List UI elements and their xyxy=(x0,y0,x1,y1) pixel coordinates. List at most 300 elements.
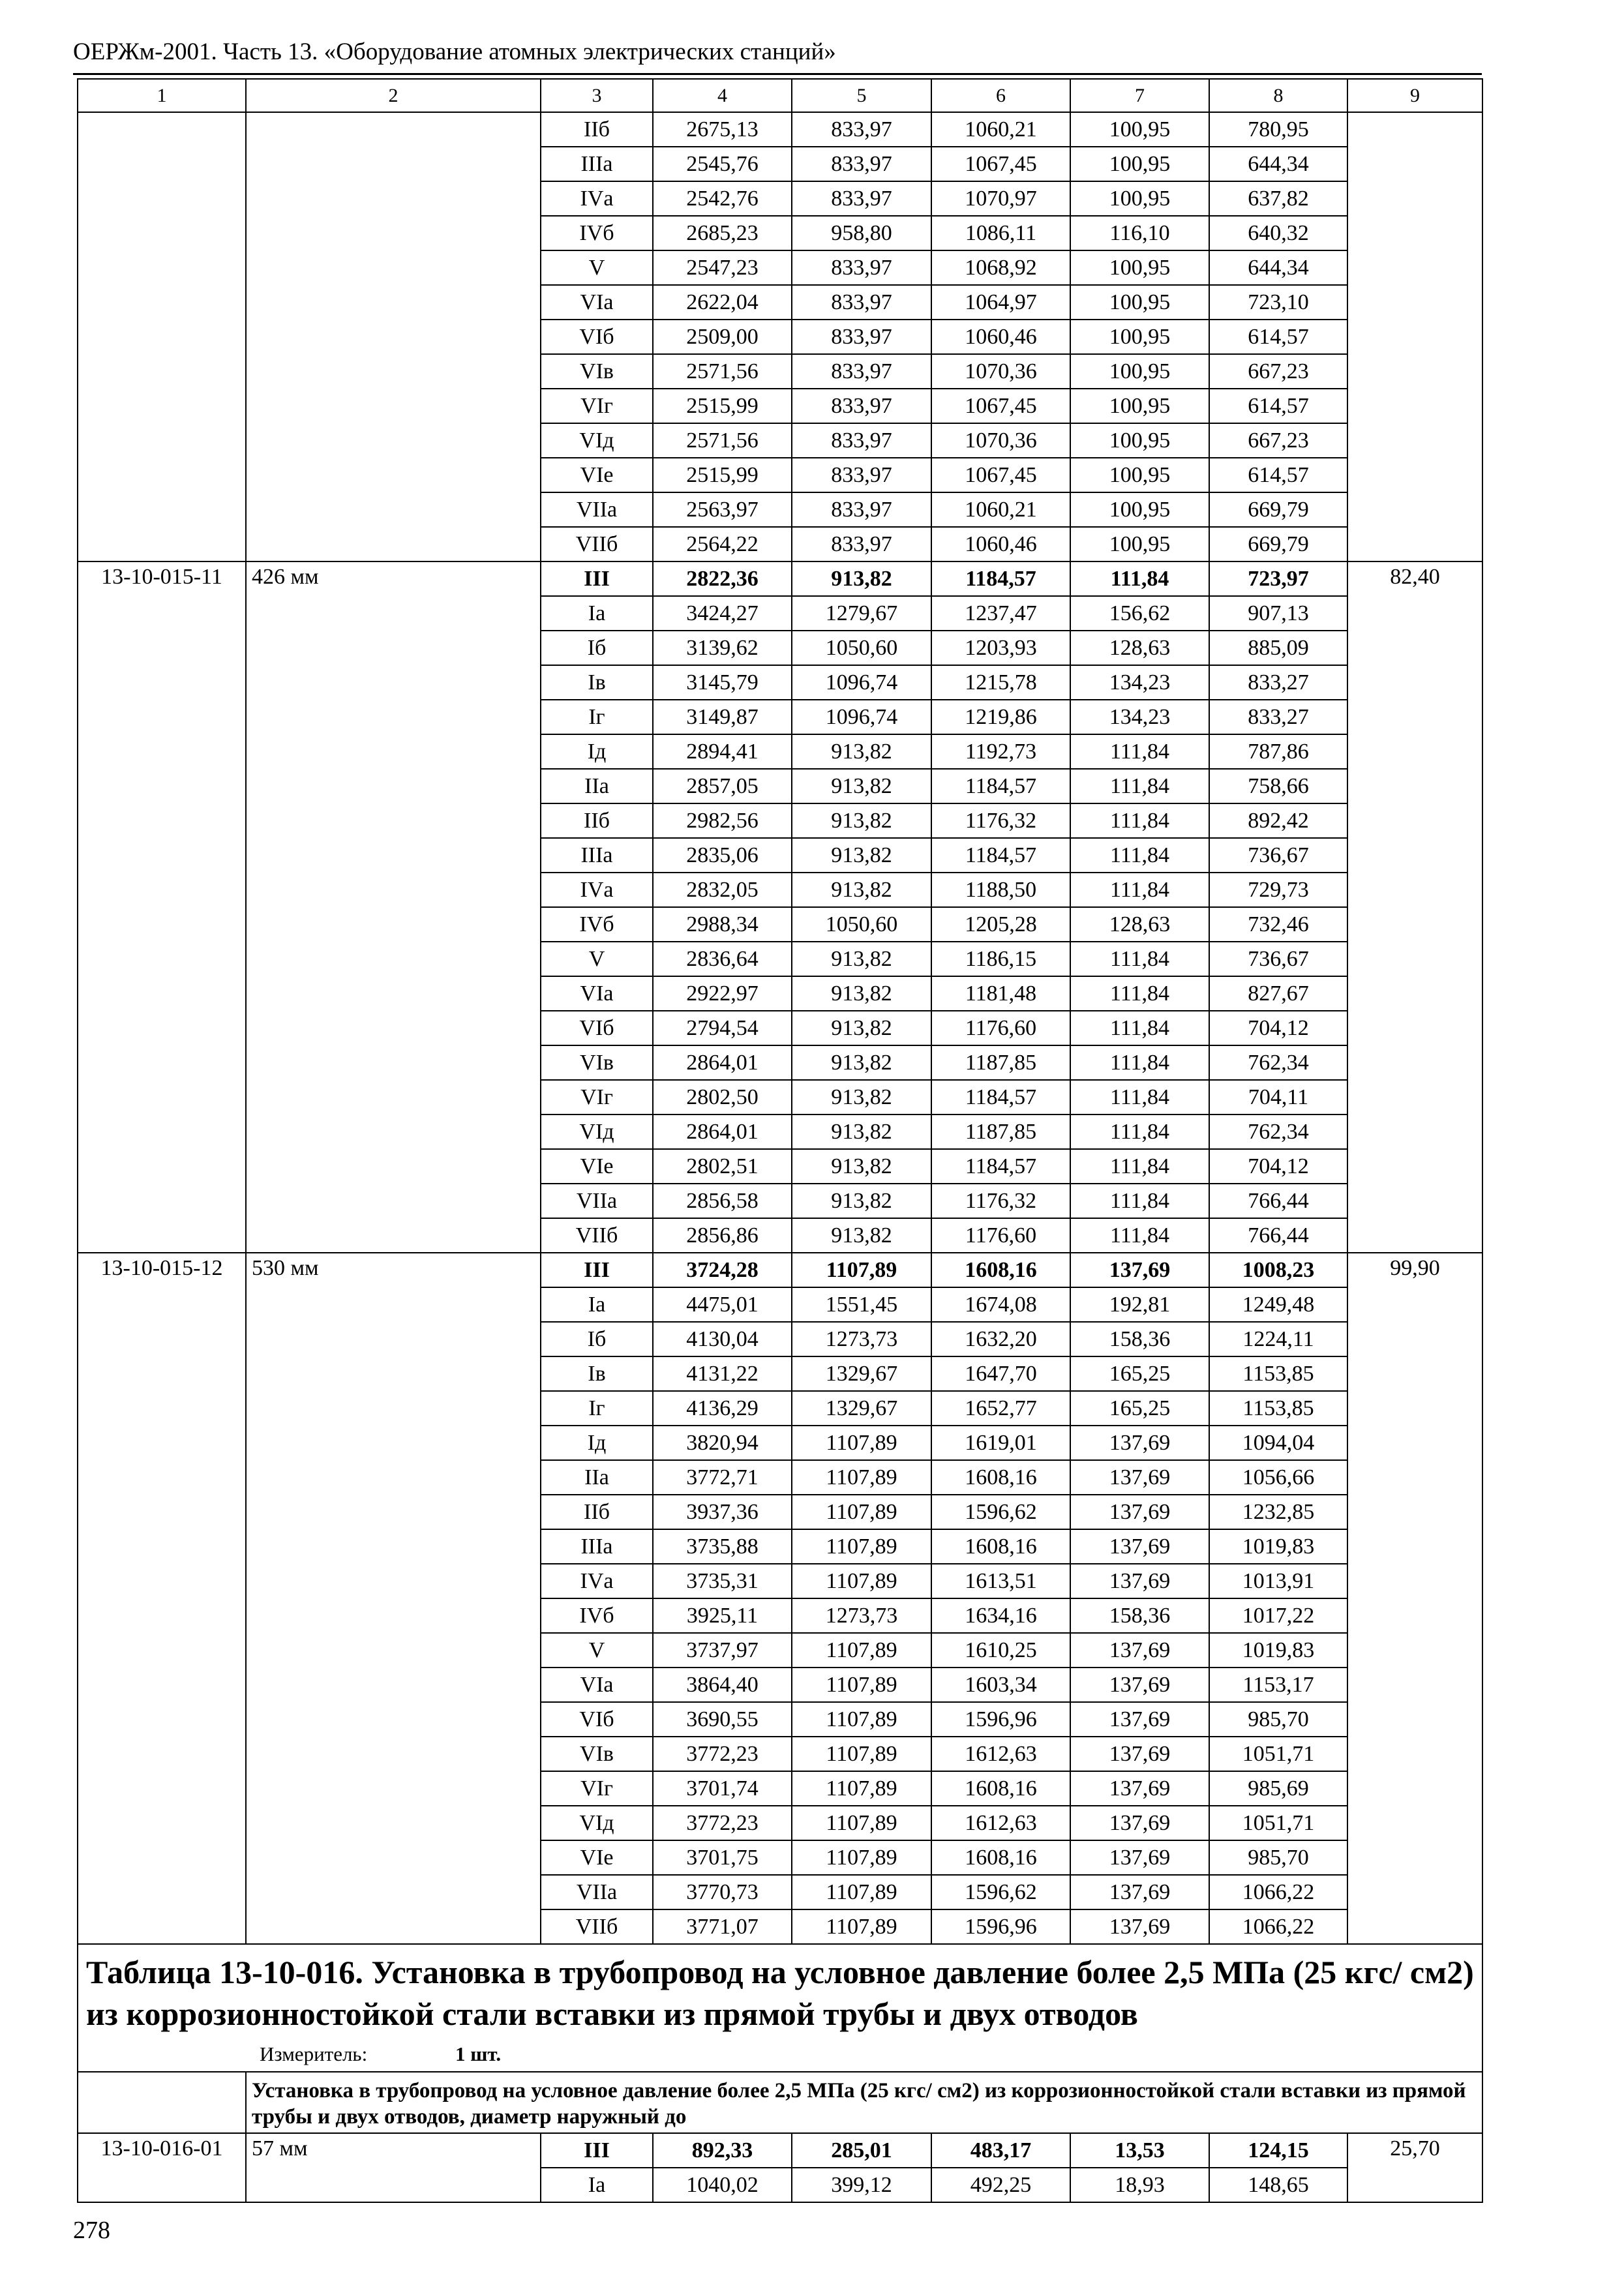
machinist-wages-cell: 137,69 xyxy=(1070,1771,1209,1806)
zone-cell: V xyxy=(541,250,653,285)
zone-cell: IVб xyxy=(541,216,653,250)
wages-cell: 1107,89 xyxy=(792,1875,931,1909)
total-cost-cell: 3735,31 xyxy=(653,1564,792,1598)
total-cost-cell: 3701,74 xyxy=(653,1771,792,1806)
materials-cell: 704,12 xyxy=(1209,1149,1347,1184)
total-cost-cell: 2685,23 xyxy=(653,216,792,250)
zone-cell: V xyxy=(541,942,653,976)
materials-cell: 833,27 xyxy=(1209,700,1347,734)
wages-cell: 1107,89 xyxy=(792,1668,931,1702)
machinist-wages-cell: 100,95 xyxy=(1070,112,1209,147)
machines-cell: 1219,86 xyxy=(931,700,1070,734)
total-cost-cell: 2835,06 xyxy=(653,838,792,873)
machines-cell: 1205,28 xyxy=(931,907,1070,942)
zone-cell: VIв xyxy=(541,1045,653,1080)
zone-cell: VIе xyxy=(541,1149,653,1184)
machinist-wages-cell: 111,84 xyxy=(1070,873,1209,907)
code-cell: 13-10-015-12 xyxy=(78,1253,246,1944)
wages-cell: 913,82 xyxy=(792,769,931,803)
machines-cell: 492,25 xyxy=(931,2168,1070,2202)
wages-cell: 833,97 xyxy=(792,458,931,492)
measure-label: Измеритель: xyxy=(260,2042,368,2065)
total-cost-cell: 3701,75 xyxy=(653,1840,792,1875)
wages-cell: 1107,89 xyxy=(792,1564,931,1598)
materials-cell: 780,95 xyxy=(1209,112,1347,147)
zone-cell: Iв xyxy=(541,1356,653,1391)
materials-cell: 669,79 xyxy=(1209,492,1347,527)
materials-cell: 124,15 xyxy=(1209,2133,1347,2168)
machinist-wages-cell: 165,25 xyxy=(1070,1356,1209,1391)
materials-cell: 637,82 xyxy=(1209,181,1347,216)
zone-cell: IVа xyxy=(541,873,653,907)
machines-cell: 1192,73 xyxy=(931,734,1070,769)
zone-cell: IVа xyxy=(541,181,653,216)
wages-cell: 1107,89 xyxy=(792,1909,931,1944)
column-number: 1 xyxy=(78,79,246,112)
machines-cell: 1070,97 xyxy=(931,181,1070,216)
machinist-wages-cell: 100,95 xyxy=(1070,320,1209,354)
wages-cell: 913,82 xyxy=(792,1011,931,1045)
machines-cell: 1612,63 xyxy=(931,1806,1070,1840)
wages-cell: 1107,89 xyxy=(792,1426,931,1460)
zone-cell: IIIа xyxy=(541,838,653,873)
materials-cell: 1051,71 xyxy=(1209,1806,1347,1840)
zone-cell: VIа xyxy=(541,285,653,320)
materials-cell: 729,73 xyxy=(1209,873,1347,907)
machinist-wages-cell: 137,69 xyxy=(1070,1668,1209,1702)
materials-cell: 766,44 xyxy=(1209,1184,1347,1218)
machinist-wages-cell: 100,95 xyxy=(1070,527,1209,561)
total-cost-cell: 2515,99 xyxy=(653,458,792,492)
machinist-wages-cell: 18,93 xyxy=(1070,2168,1209,2202)
diameter-cell: 426 мм xyxy=(246,561,541,1253)
machines-cell: 1596,62 xyxy=(931,1495,1070,1529)
machines-cell: 483,17 xyxy=(931,2133,1070,2168)
wages-cell: 833,97 xyxy=(792,147,931,181)
wages-cell: 1279,67 xyxy=(792,596,931,631)
header-rule xyxy=(73,73,1482,75)
wages-cell: 833,97 xyxy=(792,492,931,527)
wages-cell: 1273,73 xyxy=(792,1322,931,1356)
measure-value: 1 шт. xyxy=(455,2042,502,2065)
machinist-wages-cell: 100,95 xyxy=(1070,423,1209,458)
machines-cell: 1613,51 xyxy=(931,1564,1070,1598)
total-cost-cell: 3772,71 xyxy=(653,1460,792,1495)
table-row xyxy=(78,2133,1482,2168)
materials-cell: 1008,23 xyxy=(1209,1253,1347,1287)
total-cost-cell: 2547,23 xyxy=(653,250,792,285)
wages-cell: 913,82 xyxy=(792,561,931,596)
wages-cell: 913,82 xyxy=(792,1080,931,1115)
zone-cell: VIд xyxy=(541,1806,653,1840)
materials-cell: 614,57 xyxy=(1209,320,1347,354)
machines-cell: 1186,15 xyxy=(931,942,1070,976)
zone-cell: VIIб xyxy=(541,1909,653,1944)
total-cost-cell: 2622,04 xyxy=(653,285,792,320)
total-cost-cell: 2864,01 xyxy=(653,1115,792,1149)
machines-cell: 1070,36 xyxy=(931,354,1070,389)
materials-cell: 758,66 xyxy=(1209,769,1347,803)
zone-cell: Iг xyxy=(541,1391,653,1426)
machines-cell: 1070,36 xyxy=(931,423,1070,458)
total-cost-cell: 2542,76 xyxy=(653,181,792,216)
total-cost-cell: 2864,01 xyxy=(653,1045,792,1080)
machinist-wages-cell: 100,95 xyxy=(1070,147,1209,181)
wages-cell: 1107,89 xyxy=(792,1495,931,1529)
zone-cell: VIа xyxy=(541,1668,653,1702)
machines-cell: 1060,46 xyxy=(931,527,1070,561)
zone-cell: Iа xyxy=(541,596,653,631)
zone-cell: IVа xyxy=(541,1564,653,1598)
table-row xyxy=(78,561,1482,596)
wages-cell: 1107,89 xyxy=(792,1840,931,1875)
zone-cell: Iг xyxy=(541,700,653,734)
column-number: 6 xyxy=(931,79,1070,112)
machinist-wages-cell: 137,69 xyxy=(1070,1460,1209,1495)
total-cost-cell: 3145,79 xyxy=(653,665,792,700)
total-cost-cell: 2857,05 xyxy=(653,769,792,803)
zone-cell: VIв xyxy=(541,1737,653,1771)
machines-cell: 1187,85 xyxy=(931,1045,1070,1080)
materials-cell: 640,32 xyxy=(1209,216,1347,250)
wages-cell: 1107,89 xyxy=(792,1460,931,1495)
materials-cell: 736,67 xyxy=(1209,942,1347,976)
total-cost-cell: 3690,55 xyxy=(653,1702,792,1737)
total-cost-cell: 2982,56 xyxy=(653,803,792,838)
total-cost-cell: 2988,34 xyxy=(653,907,792,942)
zone-cell: III xyxy=(541,561,653,596)
column-number: 8 xyxy=(1209,79,1347,112)
zone-cell: VIб xyxy=(541,1702,653,1737)
diameter-cell-empty xyxy=(246,112,541,561)
machinist-wages-cell: 137,69 xyxy=(1070,1564,1209,1598)
wages-cell: 1050,60 xyxy=(792,907,931,942)
machines-cell: 1060,21 xyxy=(931,492,1070,527)
machines-cell: 1596,62 xyxy=(931,1875,1070,1909)
wages-cell: 1107,89 xyxy=(792,1529,931,1564)
machinist-wages-cell: 100,95 xyxy=(1070,458,1209,492)
wages-cell: 833,97 xyxy=(792,320,931,354)
zone-cell: VIв xyxy=(541,354,653,389)
diameter-cell: 530 мм xyxy=(246,1253,541,1944)
price-table-body xyxy=(78,79,1482,2202)
total-cost-cell: 3735,88 xyxy=(653,1529,792,1564)
wages-cell: 958,80 xyxy=(792,216,931,250)
machinist-wages-cell: 134,23 xyxy=(1070,665,1209,700)
total-cost-cell: 2802,50 xyxy=(653,1080,792,1115)
total-cost-cell: 2509,00 xyxy=(653,320,792,354)
page-header: ОЕРЖм-2001. Часть 13. «Оборудование атомных электрических станций» xyxy=(73,38,836,65)
total-cost-cell: 3772,23 xyxy=(653,1806,792,1840)
materials-cell: 1066,22 xyxy=(1209,1909,1347,1944)
code-cell: 13-10-015-11 xyxy=(78,561,246,1253)
machinist-wages-cell: 111,84 xyxy=(1070,838,1209,873)
wages-cell: 913,82 xyxy=(792,873,931,907)
machinist-wages-cell: 111,84 xyxy=(1070,769,1209,803)
total-cost-cell: 2922,97 xyxy=(653,976,792,1011)
total-cost-cell: 3771,07 xyxy=(653,1909,792,1944)
zone-cell: VIIб xyxy=(541,527,653,561)
wages-cell: 913,82 xyxy=(792,1218,931,1253)
machinist-wages-cell: 111,84 xyxy=(1070,1149,1209,1184)
machinist-wages-cell: 111,84 xyxy=(1070,803,1209,838)
code-cell-empty xyxy=(78,112,246,561)
description-row xyxy=(78,2072,1482,2133)
machinist-wages-cell: 137,69 xyxy=(1070,1909,1209,1944)
mass-cell: 99,90 xyxy=(1347,1253,1482,1944)
machines-cell: 1181,48 xyxy=(931,976,1070,1011)
measure-row xyxy=(83,2041,1477,2071)
total-cost-cell: 3424,27 xyxy=(653,596,792,631)
machines-cell: 1603,34 xyxy=(931,1668,1070,1702)
machinist-wages-cell: 111,84 xyxy=(1070,561,1209,596)
materials-cell: 667,23 xyxy=(1209,354,1347,389)
wages-cell: 1107,89 xyxy=(792,1633,931,1668)
wages-cell: 1107,89 xyxy=(792,1737,931,1771)
materials-cell: 885,09 xyxy=(1209,631,1347,665)
materials-cell: 723,97 xyxy=(1209,561,1347,596)
column-number: 3 xyxy=(541,79,653,112)
materials-cell: 762,34 xyxy=(1209,1045,1347,1080)
machinist-wages-cell: 158,36 xyxy=(1070,1598,1209,1633)
machines-cell: 1176,60 xyxy=(931,1218,1070,1253)
zone-cell: VIе xyxy=(541,1840,653,1875)
zone-cell: Iб xyxy=(541,1322,653,1356)
diameter-cell: 57 мм xyxy=(246,2133,541,2202)
table-title-cell xyxy=(78,1944,1482,2072)
wages-cell: 1107,89 xyxy=(792,1771,931,1806)
machines-cell: 1068,92 xyxy=(931,250,1070,285)
machines-cell: 1608,16 xyxy=(931,1460,1070,1495)
machinist-wages-cell: 111,84 xyxy=(1070,734,1209,769)
wages-cell: 833,97 xyxy=(792,354,931,389)
materials-cell: 614,57 xyxy=(1209,458,1347,492)
table-row xyxy=(78,112,1482,147)
total-cost-cell: 2545,76 xyxy=(653,147,792,181)
materials-cell: 985,70 xyxy=(1209,1840,1347,1875)
machinist-wages-cell: 111,84 xyxy=(1070,1184,1209,1218)
zone-cell: IVб xyxy=(541,1598,653,1633)
machinist-wages-cell: 100,95 xyxy=(1070,285,1209,320)
zone-cell: IIIа xyxy=(541,147,653,181)
zone-cell: VIа xyxy=(541,976,653,1011)
materials-cell: 1019,83 xyxy=(1209,1529,1347,1564)
zone-cell: Iа xyxy=(541,1287,653,1322)
total-cost-cell: 3937,36 xyxy=(653,1495,792,1529)
materials-cell: 827,67 xyxy=(1209,976,1347,1011)
total-cost-cell: 3772,23 xyxy=(653,1737,792,1771)
total-cost-cell: 3724,28 xyxy=(653,1253,792,1287)
machines-cell: 1064,97 xyxy=(931,285,1070,320)
wages-cell: 833,97 xyxy=(792,112,931,147)
column-number: 2 xyxy=(246,79,541,112)
column-number: 4 xyxy=(653,79,792,112)
column-number: 7 xyxy=(1070,79,1209,112)
machines-cell: 1176,60 xyxy=(931,1011,1070,1045)
machines-cell: 1060,21 xyxy=(931,112,1070,147)
machines-cell: 1067,45 xyxy=(931,389,1070,423)
machines-cell: 1596,96 xyxy=(931,1702,1070,1737)
zone-cell: VIб xyxy=(541,320,653,354)
wages-cell: 913,82 xyxy=(792,838,931,873)
materials-cell: 736,67 xyxy=(1209,838,1347,873)
table-row xyxy=(78,1253,1482,1287)
machinist-wages-cell: 111,84 xyxy=(1070,1115,1209,1149)
zone-cell: VIг xyxy=(541,1771,653,1806)
materials-cell: 1066,22 xyxy=(1209,1875,1347,1909)
mass-cell: 25,70 xyxy=(1347,2133,1482,2202)
zone-cell: Iд xyxy=(541,1426,653,1460)
total-cost-cell: 3139,62 xyxy=(653,631,792,665)
machinist-wages-cell: 128,63 xyxy=(1070,907,1209,942)
total-cost-cell: 2571,56 xyxy=(653,423,792,458)
zone-cell: IIб xyxy=(541,803,653,838)
materials-cell: 1232,85 xyxy=(1209,1495,1347,1529)
zone-cell: VIг xyxy=(541,389,653,423)
machines-cell: 1608,16 xyxy=(931,1529,1070,1564)
machinist-wages-cell: 116,10 xyxy=(1070,216,1209,250)
machinist-wages-cell: 156,62 xyxy=(1070,596,1209,631)
machinist-wages-cell: 137,69 xyxy=(1070,1633,1209,1668)
zone-cell: VIд xyxy=(541,1115,653,1149)
wages-cell: 913,82 xyxy=(792,1115,931,1149)
materials-cell: 1019,83 xyxy=(1209,1633,1347,1668)
total-cost-cell: 2832,05 xyxy=(653,873,792,907)
machinist-wages-cell: 137,69 xyxy=(1070,1253,1209,1287)
machines-cell: 1176,32 xyxy=(931,803,1070,838)
price-table xyxy=(77,78,1483,2203)
description-spacer xyxy=(78,2072,246,2133)
zone-cell: VIб xyxy=(541,1011,653,1045)
wages-cell: 399,12 xyxy=(792,2168,931,2202)
zone-cell: Iб xyxy=(541,631,653,665)
machinist-wages-cell: 165,25 xyxy=(1070,1391,1209,1426)
wages-cell: 913,82 xyxy=(792,942,931,976)
materials-cell: 1017,22 xyxy=(1209,1598,1347,1633)
wages-cell: 833,97 xyxy=(792,423,931,458)
total-cost-cell: 2564,22 xyxy=(653,527,792,561)
wages-cell: 1273,73 xyxy=(792,1598,931,1633)
wages-cell: 833,97 xyxy=(792,527,931,561)
machinist-wages-cell: 111,84 xyxy=(1070,1011,1209,1045)
wages-cell: 913,82 xyxy=(792,734,931,769)
machines-cell: 1619,01 xyxy=(931,1426,1070,1460)
total-cost-cell: 3770,73 xyxy=(653,1875,792,1909)
machinist-wages-cell: 13,53 xyxy=(1070,2133,1209,2168)
machinist-wages-cell: 137,69 xyxy=(1070,1529,1209,1564)
machines-cell: 1187,85 xyxy=(931,1115,1070,1149)
machinist-wages-cell: 128,63 xyxy=(1070,631,1209,665)
materials-cell: 1051,71 xyxy=(1209,1737,1347,1771)
total-cost-cell: 3925,11 xyxy=(653,1598,792,1633)
materials-cell: 704,11 xyxy=(1209,1080,1347,1115)
machines-cell: 1610,25 xyxy=(931,1633,1070,1668)
materials-cell: 667,23 xyxy=(1209,423,1347,458)
zone-cell: IIа xyxy=(541,769,653,803)
zone-cell: Iд xyxy=(541,734,653,769)
machines-cell: 1674,08 xyxy=(931,1287,1070,1322)
materials-cell: 644,34 xyxy=(1209,147,1347,181)
materials-cell: 892,42 xyxy=(1209,803,1347,838)
table-title-row xyxy=(78,1944,1482,2072)
total-cost-cell: 4130,04 xyxy=(653,1322,792,1356)
machinist-wages-cell: 137,69 xyxy=(1070,1737,1209,1771)
materials-cell: 787,86 xyxy=(1209,734,1347,769)
zone-cell: IIб xyxy=(541,1495,653,1529)
machinist-wages-cell: 100,95 xyxy=(1070,354,1209,389)
column-number: 5 xyxy=(792,79,931,112)
total-cost-cell: 1040,02 xyxy=(653,2168,792,2202)
machines-cell: 1184,57 xyxy=(931,561,1070,596)
zone-cell: VIIа xyxy=(541,1875,653,1909)
zone-cell: IIIа xyxy=(541,1529,653,1564)
machinist-wages-cell: 111,84 xyxy=(1070,1218,1209,1253)
wages-cell: 833,97 xyxy=(792,250,931,285)
machines-cell: 1596,96 xyxy=(931,1909,1070,1944)
zone-cell: III xyxy=(541,2133,653,2168)
total-cost-cell: 2515,99 xyxy=(653,389,792,423)
machinist-wages-cell: 192,81 xyxy=(1070,1287,1209,1322)
machinist-wages-cell: 111,84 xyxy=(1070,942,1209,976)
wages-cell: 1096,74 xyxy=(792,700,931,734)
page-number: 278 xyxy=(73,2217,110,2244)
total-cost-cell: 4131,22 xyxy=(653,1356,792,1391)
machinist-wages-cell: 100,95 xyxy=(1070,181,1209,216)
mass-cell-empty xyxy=(1347,112,1482,561)
zone-cell: VIе xyxy=(541,458,653,492)
wages-cell: 1050,60 xyxy=(792,631,931,665)
table-title: Таблица 13-10-016. Установка в трубопровод на условное давление более 2,5 МПа (25 кгс/ см2) из коррозионностойкой стали вставки из прямой трубы и двух отводов xyxy=(86,1954,1474,2032)
machines-cell: 1067,45 xyxy=(931,147,1070,181)
wages-cell: 1551,45 xyxy=(792,1287,931,1322)
wages-cell: 1107,89 xyxy=(792,1806,931,1840)
zone-cell: III xyxy=(541,1253,653,1287)
total-cost-cell: 892,33 xyxy=(653,2133,792,2168)
machines-cell: 1203,93 xyxy=(931,631,1070,665)
machinist-wages-cell: 100,95 xyxy=(1070,492,1209,527)
machinist-wages-cell: 137,69 xyxy=(1070,1806,1209,1840)
zone-cell: V xyxy=(541,1633,653,1668)
machinist-wages-cell: 158,36 xyxy=(1070,1322,1209,1356)
wages-cell: 913,82 xyxy=(792,976,931,1011)
materials-cell: 907,13 xyxy=(1209,596,1347,631)
total-cost-cell: 2571,56 xyxy=(653,354,792,389)
wages-cell: 913,82 xyxy=(792,1045,931,1080)
wages-cell: 833,97 xyxy=(792,181,931,216)
materials-cell: 762,34 xyxy=(1209,1115,1347,1149)
total-cost-cell: 2856,58 xyxy=(653,1184,792,1218)
materials-cell: 669,79 xyxy=(1209,527,1347,561)
total-cost-cell: 2836,64 xyxy=(653,942,792,976)
machines-cell: 1184,57 xyxy=(931,1149,1070,1184)
machines-cell: 1608,16 xyxy=(931,1253,1070,1287)
machinist-wages-cell: 137,69 xyxy=(1070,1875,1209,1909)
machines-cell: 1184,57 xyxy=(931,838,1070,873)
zone-cell: IIб xyxy=(541,112,653,147)
machines-cell: 1608,16 xyxy=(931,1840,1070,1875)
materials-cell: 985,70 xyxy=(1209,1702,1347,1737)
machines-cell: 1612,63 xyxy=(931,1737,1070,1771)
materials-cell: 723,10 xyxy=(1209,285,1347,320)
machines-cell: 1188,50 xyxy=(931,873,1070,907)
mass-cell: 82,40 xyxy=(1347,561,1482,1253)
machinist-wages-cell: 134,23 xyxy=(1070,700,1209,734)
zone-cell: VIг xyxy=(541,1080,653,1115)
machinist-wages-cell: 111,84 xyxy=(1070,976,1209,1011)
materials-cell: 1224,11 xyxy=(1209,1322,1347,1356)
machines-cell: 1647,70 xyxy=(931,1356,1070,1391)
total-cost-cell: 2563,97 xyxy=(653,492,792,527)
